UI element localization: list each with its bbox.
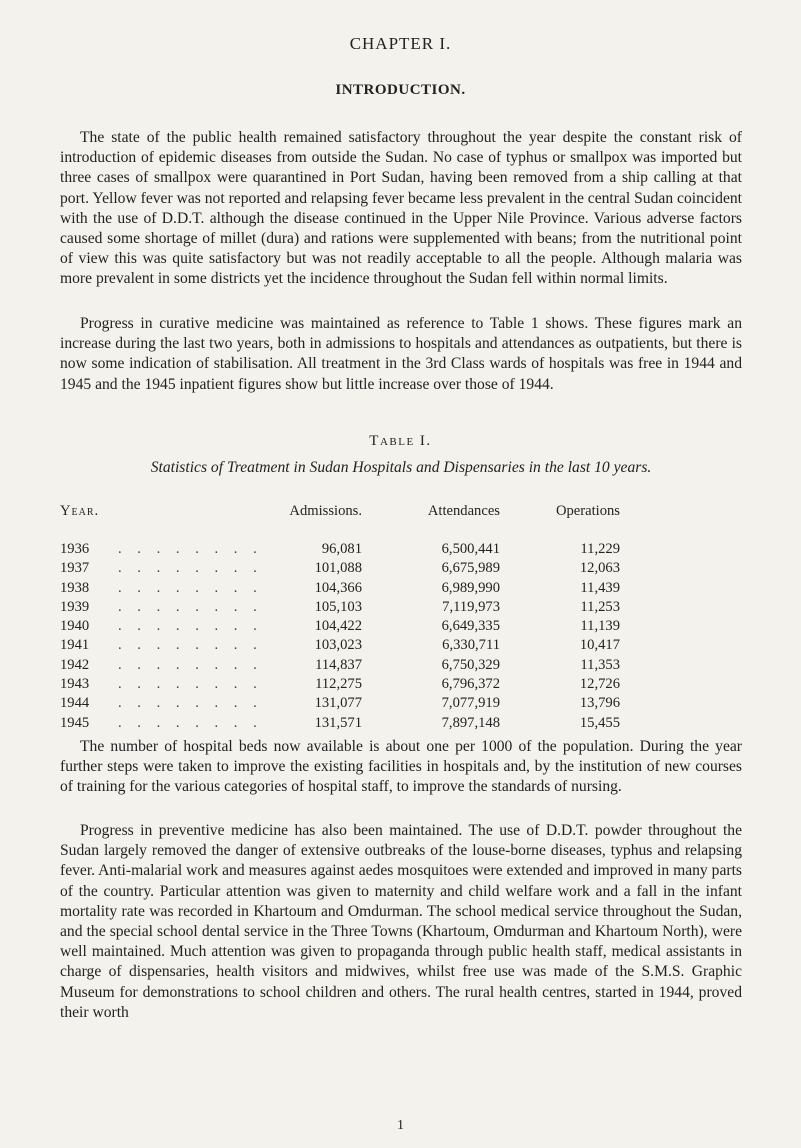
- cell-admissions: 112,275: [315, 676, 362, 693]
- cell-admissions: 103,023: [314, 637, 362, 654]
- table-row: [60, 715, 750, 734]
- cell-attendances: 7,119,973: [442, 598, 500, 615]
- header-attendances: Attendances: [427, 503, 500, 519]
- cell-admissions: 131,571: [314, 714, 362, 731]
- section-heading: INTRODUCTION.: [335, 82, 466, 98]
- cell-admissions: 131,077: [314, 695, 362, 712]
- cell-admissions: 105,103: [314, 598, 362, 615]
- table-row: [60, 541, 750, 560]
- table-row: [60, 637, 750, 656]
- cell-admissions: 114,837: [315, 656, 362, 673]
- cell-operations: 12,726: [579, 676, 620, 693]
- table-row: [60, 599, 750, 618]
- cell-attendances: 6,796,372: [441, 676, 500, 693]
- leader-dots: . . . . . . . .: [118, 541, 263, 557]
- header-year: Year.: [60, 503, 100, 519]
- leader-dots: . . . . . . . .: [118, 714, 263, 731]
- chapter-label: CHAPTER I.: [349, 34, 452, 53]
- cell-operations: 11,439: [580, 579, 620, 596]
- cell-year: 1940: [60, 618, 90, 635]
- header-admissions: Admissions.: [289, 503, 362, 519]
- cell-operations: 12,063: [579, 560, 620, 577]
- paragraph-2: Progress in curative medicine was maintained as reference to Table 1 shows. These figures mark an increase during the last two years, both in admissions to hospitals and attendances as outpatients, but there is now some indication of stabilisation. All treatment in the 3rd Class wards of hospitals was free in 1944 and 1945 and the 1945 inpatient figures show but little increase over those of 1944.: [60, 315, 742, 393]
- cell-year: 1941: [60, 637, 90, 654]
- leader-dots: . . . . . . . .: [118, 637, 263, 654]
- cell-admissions: 96,081: [321, 541, 362, 557]
- cell-attendances: 6,675,989: [441, 560, 500, 577]
- cell-attendances: 7,077,919: [441, 695, 500, 712]
- table-body: [60, 541, 750, 734]
- leader-dots: . . . . . . . .: [118, 579, 263, 596]
- cell-operations: 11,139: [580, 618, 620, 635]
- table-header: [60, 503, 750, 527]
- cell-attendances: 7,897,148: [441, 714, 500, 731]
- leader-dots: . . . . . . . .: [118, 656, 263, 673]
- cell-operations: 11,229: [580, 541, 620, 557]
- cell-admissions: 104,366: [314, 579, 362, 596]
- cell-attendances: 6,500,441: [441, 541, 500, 557]
- cell-attendances: 6,989,990: [441, 579, 500, 596]
- leader-dots: . . . . . . . .: [118, 676, 263, 693]
- cell-year: 1944: [60, 695, 90, 712]
- table-title: Table I.: [369, 433, 432, 449]
- cell-year: 1942: [60, 656, 90, 673]
- header-operations: Operations: [555, 503, 620, 519]
- cell-operations: 11,253: [580, 598, 620, 615]
- cell-operations: 13,796: [579, 695, 620, 712]
- cell-year: 1938: [60, 579, 90, 596]
- leader-dots: . . . . . . . .: [118, 695, 263, 712]
- table-subtitle: Statistics of Treatment in Sudan Hospitals and Dispensaries in the last 10 years.: [150, 459, 652, 476]
- paragraph-4: Progress in preventive medicine has also been maintained. The use of D.D.T. powder throughout the Sudan largely removed the danger of extensive outbreaks of the louse-borne diseases, typhus and relapsing fever. Anti-malarial work and measures against aedes mosquitoes were extended and improved in many parts of the country. Particular attention was given to maternity and child welfare work and a fall in the infant mortality rate was recorded in Khartoum and Omdurman. The school medical service throughout the Sudan, and the special school dental service in the Three Towns (Khartoum, Omdurman and Khartoum North), were well maintained. Much attention was given to propaganda through public health staff, medical assistants in charge of dispensaries, health visitors and midwives, whilst free use was made of the S.M.S. Graphic Museum for demonstrations to school children and others. The rural health centres, started in 1944, proved their worth: [60, 822, 742, 1021]
- cell-admissions: 101,088: [314, 560, 362, 577]
- table-row: [60, 657, 750, 676]
- leader-dots: . . . . . . . .: [118, 618, 263, 635]
- table-row: [60, 676, 750, 695]
- cell-year: 1939: [60, 598, 90, 615]
- statistics-table: [60, 503, 750, 734]
- cell-admissions: 104,422: [314, 618, 362, 635]
- table-row: [60, 560, 750, 579]
- table-row: [60, 695, 750, 714]
- cell-year: 1945: [60, 714, 90, 731]
- cell-attendances: 6,330,711: [442, 637, 500, 654]
- paragraph-3: The number of hospital beds now available is about one per 1000 of the population. During the year further steps were taken to improve the existing facilities in hospitals and, by the institution of new courses of training for the various categories of hospital staff, to improve the standards of nursing.: [60, 738, 742, 796]
- paragraph-1: The state of the public health remained satisfactory throughout the year despite the constant risk of introduction of epidemic diseases from outside the Sudan. No case of typhus or smallpox was imported but three cases of smallpox were quarantined in Port Sudan, having been removed from a ship calling at that port. Yellow fever was not reported and relapsing fever became less prevalent in the central Sudan coincident with the use of D.D.T. although the disease continued in the Upper Nile Province. Various adverse factors caused some shortage of millet (dura) and rations were supplemented with beans; from the nutritional point of view this was quite satisfactory but was not readily acceptable to all the people. Although malaria was more prevalent in some districts yet the incidence throughout the Sudan fell within normal limits.: [60, 129, 742, 288]
- cell-operations: 11,353: [580, 656, 620, 673]
- page-number: 1: [397, 1118, 404, 1133]
- cell-attendances: 6,649,335: [441, 618, 500, 635]
- cell-attendances: 6,750,329: [441, 656, 500, 673]
- cell-year: 1936: [60, 541, 90, 557]
- table-row: [60, 580, 750, 599]
- leader-dots: . . . . . . . .: [118, 560, 263, 577]
- cell-operations: 15,455: [579, 714, 620, 731]
- cell-year: 1937: [60, 560, 90, 577]
- cell-operations: 10,417: [579, 637, 620, 654]
- leader-dots: . . . . . . . .: [118, 598, 263, 615]
- table-row: [60, 618, 750, 637]
- cell-year: 1943: [60, 676, 90, 693]
